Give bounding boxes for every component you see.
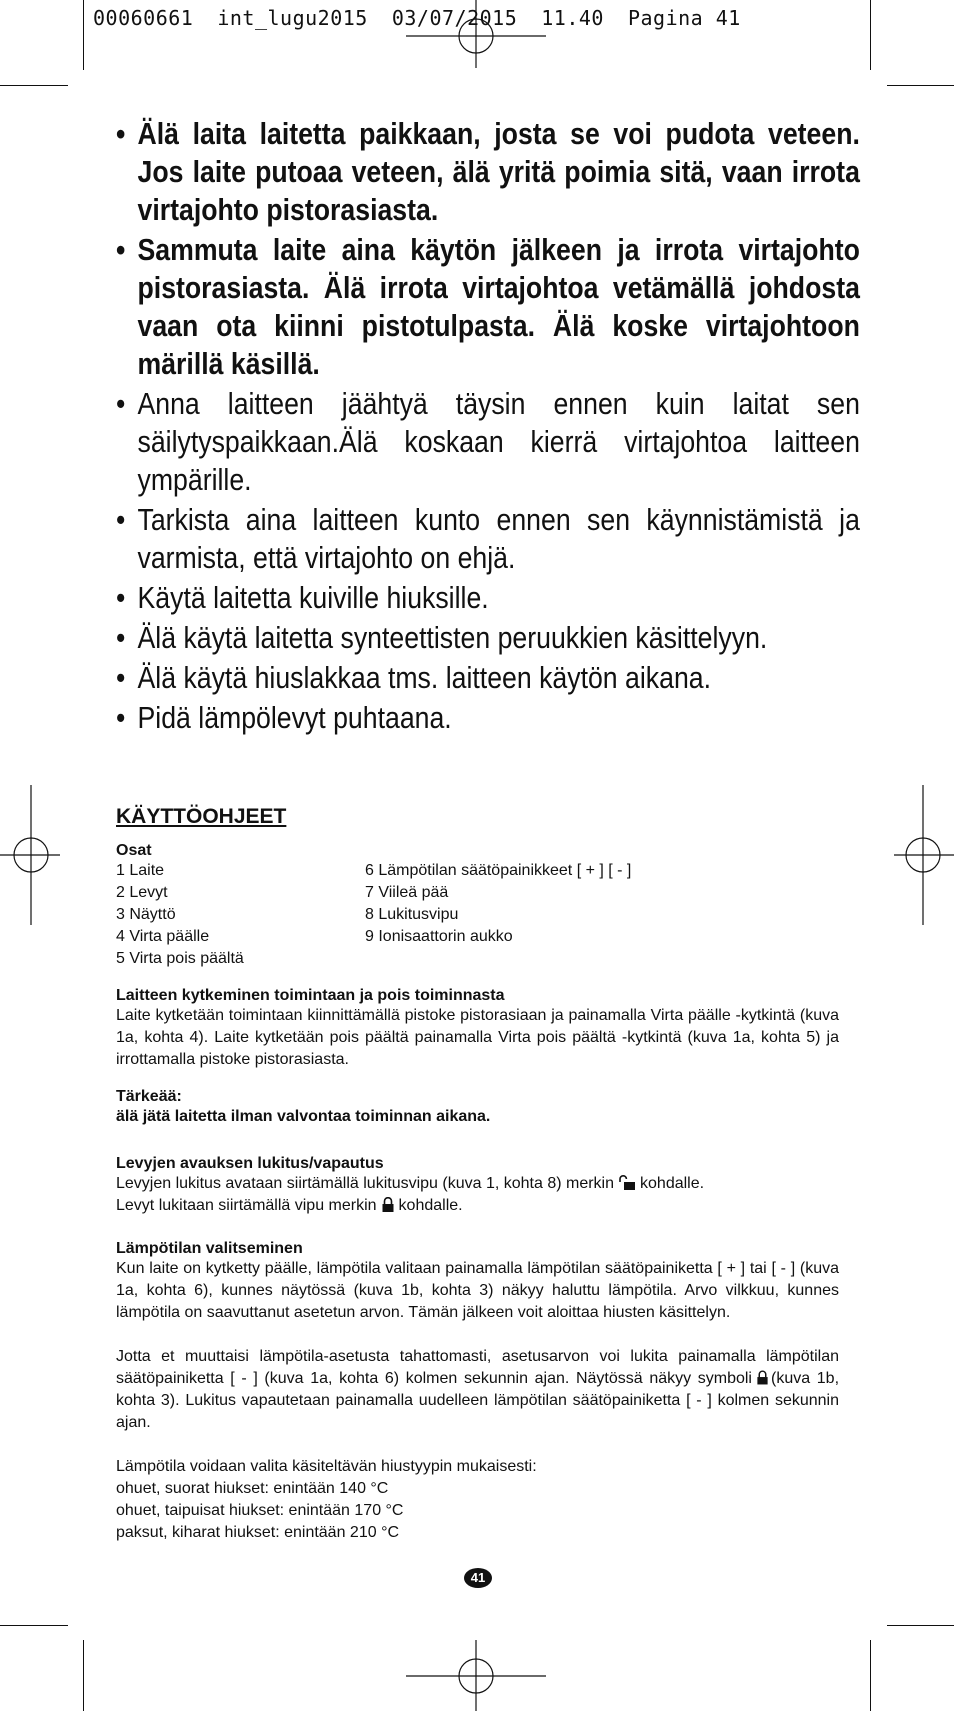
instructions-title: KÄYTTÖOHJEET [116, 805, 287, 828]
warning-item [116, 619, 860, 657]
temperature-text-2-end: (kuva 1b, kohta 3). Lukitus vapautetaan painamalla uudelleen lämpötilan säätöpainiketta [ - ] kolmen sekunnin ajan. [116, 1370, 840, 1431]
warning-text: Älä käytä hiuslakkaa tms. laitteen käytön aikana. [137, 660, 712, 695]
lock-line-2-start: Levyt lukitaan siirtämällä vipu merkin [116, 1197, 377, 1214]
warning-item [116, 231, 860, 383]
parts-heading: Osat [116, 842, 152, 859]
crop-mark-bottom-left-v [83, 1640, 84, 1711]
temperature-setting: ohuet, suorat hiukset: enintään 140 °C [116, 1480, 389, 1497]
power-section [116, 986, 839, 1071]
warning-text: Sammuta laite aina käytön jälkeen ja irrota virtajohto pistorasiasta. Älä irrota virtajohtoa vetämällä johdosta vaan ota kiinni pistotulpasta. Älä koske virtajohtoon märillä käsillä. [137, 232, 860, 381]
temperature-setting: paksut, kiharat hiukset: enintään 210 °C [116, 1524, 400, 1541]
temperature-setting: ohuet, taipuisat hiukset: enintään 170 °C [116, 1502, 404, 1519]
bullet-icon: • [116, 700, 126, 735]
registration-mark-left [0, 785, 60, 925]
crop-mark-bottom-left-h [0, 1625, 68, 1626]
warning-text: Anna laitteen jäähtyä täysin ennen kuin laitat sen säilytyspaikkaan.Älä koskaan kierrä virtajohtoa laitteen ympärille. [137, 386, 860, 497]
crop-mark-top-right-v [870, 0, 871, 70]
lock-heading: Levyjen avauksen lukitus/vapautus [116, 1155, 384, 1172]
crop-mark-top-left-v [83, 0, 84, 70]
lock-section [116, 1154, 839, 1217]
registration-mark-bottom [406, 1640, 546, 1711]
part-item: 1 Laite [116, 862, 165, 879]
part-item: 2 Levyt [116, 884, 168, 901]
important-text: älä jätä laitetta ilman valvontaa toiminnan aikana. [116, 1108, 491, 1125]
warning-text: Älä käytä laitetta synteettisten peruukkien käsittelyyn. [137, 620, 768, 655]
page-number-badge: 41 [464, 1568, 492, 1588]
instructions-section [116, 805, 839, 1544]
part-item: 8 Lukitusvipu [365, 906, 459, 923]
unlocked-padlock-icon [618, 1175, 636, 1190]
slug-file: int_lugu2015 [217, 6, 368, 30]
warning-item [116, 659, 860, 697]
temperature-text-1: Kun laite on kytketty päälle, lämpötila valitaan painamalla lämpötilan säätöpainiketta [ + ] tai [ - ] (kuva 1a, kohta 6), kunnes näytössä (kuva 1b, kohta 3) näkyy haluttu lämpötila. Arvo vilkkuu, kunnes lämpötila on saavuttanut asetetun arvon. Tämän jälkeen voit aloittaa hiusten käsittelyn. [116, 1260, 839, 1321]
part-item: 3 Näyttö [116, 906, 176, 923]
lock-line-1 [116, 1173, 839, 1195]
lock-line-2 [116, 1195, 839, 1217]
bullet-icon: • [116, 502, 126, 537]
bullet-icon: • [116, 232, 126, 267]
locked-padlock-icon [756, 1370, 769, 1385]
power-heading: Laitteen kytkeminen toimintaan ja pois toiminnasta [116, 987, 505, 1004]
temperature-intro: Lämpötila voidaan valita käsiteltävän hiustyypin mukaisesti: [116, 1458, 537, 1475]
bullet-icon: • [116, 620, 126, 655]
warning-item [116, 699, 860, 737]
part-item: 7 Viileä pää [365, 884, 449, 901]
slug-time: 11.40 [541, 6, 604, 30]
locked-padlock-icon [381, 1197, 395, 1212]
power-text: Laite kytketään toimintaan kiinnittämällä pistoke pistorasiaan ja painamalla Virta päälle -kytkintä (kuva 1a, kohta 4). Laite kytketään pois päältä painamalla Virta pois päältä -kytkintä (kuva 1a, kohta 5) ja irrottamalla pistoke pistorasiasta. [116, 1007, 839, 1068]
warning-text: Käytä laitetta kuiville hiuksille. [137, 580, 489, 615]
registration-mark-right [894, 785, 954, 925]
crop-mark-bottom-right-v [870, 1640, 871, 1711]
registration-mark-top [406, 0, 546, 70]
crop-mark-top-left-h [0, 85, 68, 86]
temperature-heading: Lämpötilan valitseminen [116, 1240, 303, 1257]
part-item: 5 Virta pois päältä [116, 950, 244, 967]
warning-item [116, 385, 860, 499]
temperature-text-2-start: Jotta et muuttaisi lämpötila-asetusta tahattomasti, asetusarvon voi lukita painamalla lämpötilan säätöpainiketta [ - ] (kuva 1a, kohta 6) kolmen sekunnin ajan. Näytössä näkyy symboli [116, 1348, 839, 1387]
bullet-icon: • [116, 580, 126, 615]
important-heading: Tärkeää: [116, 1088, 182, 1105]
lock-line-1-end: kohdalle. [640, 1175, 705, 1192]
temperature-section [116, 1239, 839, 1544]
parts-column-1 [116, 860, 244, 970]
slug-code: 00060661 [93, 6, 194, 30]
warning-item [116, 579, 860, 617]
lock-line-2-end: kohdalle. [398, 1197, 463, 1214]
warning-item [116, 501, 860, 577]
bullet-icon: • [116, 660, 126, 695]
warning-text: Tarkista aina laitteen kunto ennen sen käynnistämistä ja varmista, että virtajohto on ehjä. [137, 502, 860, 575]
bullet-icon: • [116, 386, 126, 421]
part-item: 9 Ionisaattorin aukko [365, 928, 513, 945]
slug-page: Pagina 41 [627, 6, 741, 30]
safety-warnings [116, 115, 860, 739]
parts-list [116, 860, 839, 970]
warning-text: Pidä lämpölevyt puhtaana. [137, 700, 452, 735]
part-item: 6 Lämpötilan säätöpainikkeet [ + ] [ - ] [365, 862, 632, 879]
part-item: 4 Virta päälle [116, 928, 210, 945]
parts-column-2 [365, 860, 631, 948]
lock-line-1-start: Levyjen lukitus avataan siirtämällä lukitusvipu (kuva 1, kohta 8) merkin [116, 1175, 615, 1192]
warning-text: Älä laita laitetta paikkaan, josta se voi pudota veteen. Jos laite putoaa veteen, älä yritä poimia sitä, vaan irrota virtajohto pistorasiasta. [137, 116, 860, 227]
important-section [116, 1087, 839, 1128]
slug-date: 03/07/2015 [391, 6, 518, 30]
crop-mark-bottom-right-h [887, 1625, 954, 1626]
warning-item [116, 115, 860, 229]
bullet-icon: • [116, 116, 126, 151]
crop-mark-top-right-h [887, 85, 954, 86]
temperature-text-2 [116, 1346, 839, 1434]
